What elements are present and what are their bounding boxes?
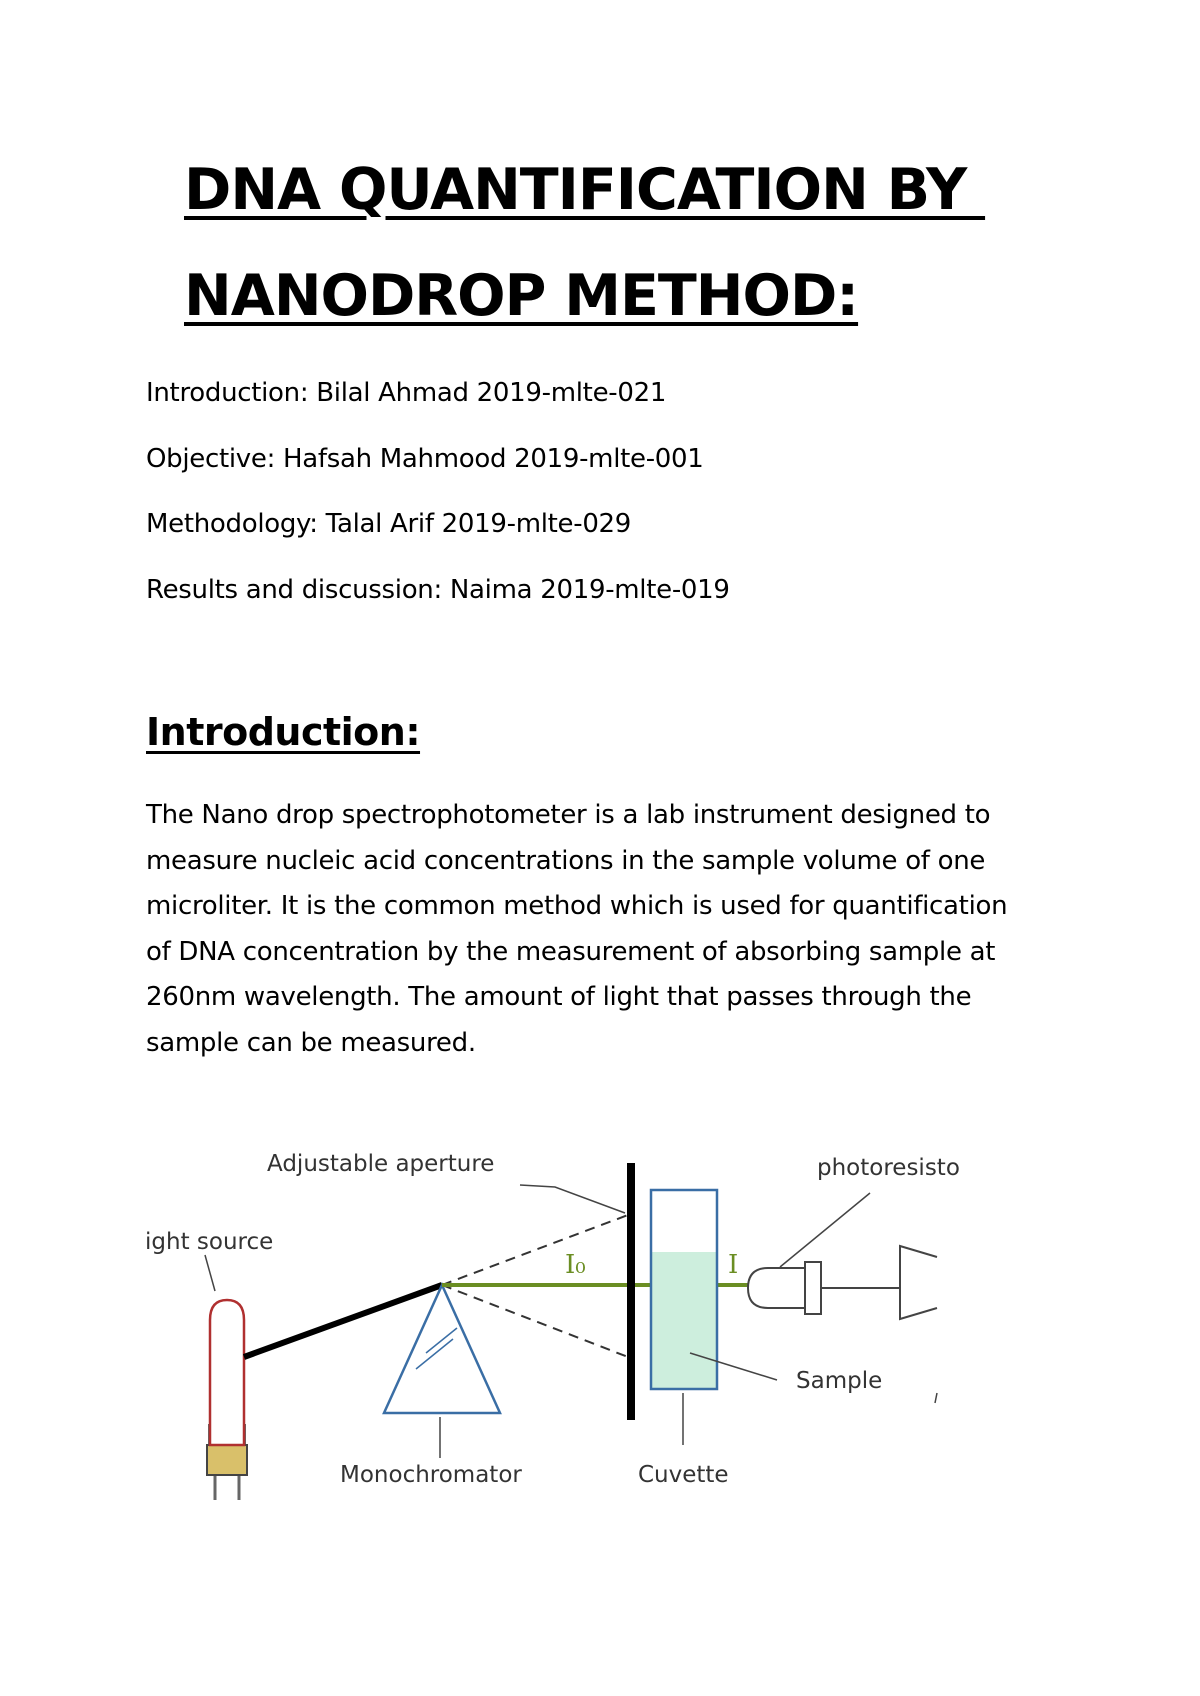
paragraph-line: The Nano drop spectrophotometer is a lab instrument designed to — [146, 800, 991, 830]
label-i0: I₀ — [565, 1250, 586, 1280]
credit-objective: Objective: Hafsah Mahmood 2019-mlte-001 — [146, 444, 704, 474]
paragraph-line: measure nucleic acid concentrations in the sample volume of one — [146, 845, 986, 876]
aperture-slit — [627, 1163, 635, 1420]
label-adjustable-aperture: Adjustable aperture — [267, 1151, 495, 1177]
prism-icon — [384, 1285, 500, 1413]
document-title-line-1: DNA QUANTIFICATION BY — [184, 157, 986, 223]
spectrophotometer-diagram — [140, 1125, 980, 1515]
photoresistor-icon — [748, 1246, 937, 1319]
paragraph-line: 260nm wavelength. The amount of light that passes through the — [146, 982, 972, 1012]
light-source-lamp — [207, 1300, 247, 1500]
introduction-heading: Introduction: — [146, 710, 421, 754]
credit-results: Results and discussion: Naima 2019-mlte-019 — [146, 575, 730, 605]
label-sample: Sample — [796, 1368, 883, 1394]
document-title-line-2: NANODROP METHOD: — [184, 263, 859, 329]
label-light-source: ight source — [145, 1229, 274, 1255]
label-cuvette: Cuvette — [638, 1462, 729, 1488]
label-monochromator: Monochromator — [340, 1462, 522, 1488]
credit-introduction: Introduction: Bilal Ahmad 2019-mlte-021 — [146, 378, 667, 408]
paragraph-line: microliter. It is the common method which is used for quantification — [146, 891, 1008, 921]
paragraph-line: of DNA concentration by the measurement of absorbing sample at — [146, 936, 996, 967]
label-photoresistor: photoresisto — [817, 1155, 960, 1181]
label-i: I — [728, 1250, 739, 1280]
paragraph-line: sample can be measured. — [146, 1027, 476, 1058]
incident-beam — [244, 1285, 442, 1357]
credit-methodology: Methodology: Talal Arif 2019-mlte-029 — [146, 509, 632, 539]
introduction-paragraph — [146, 793, 1066, 1066]
cuvette-icon — [651, 1190, 717, 1389]
